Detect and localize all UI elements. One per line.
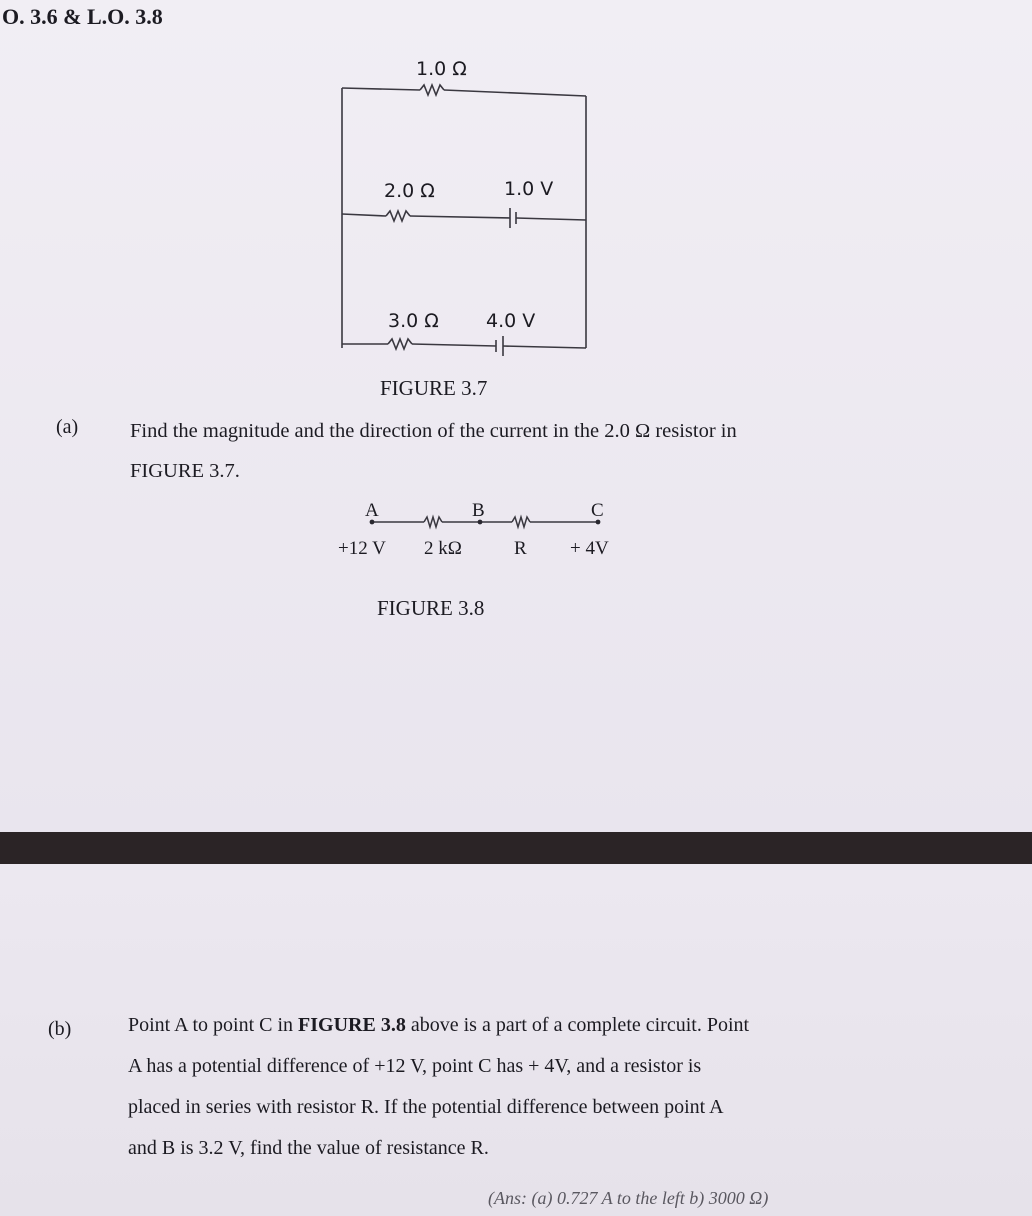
point-c-label: C [591, 500, 604, 521]
point-b-label: B [472, 500, 485, 521]
resistor-2ohm-label: 2.0 Ω [384, 180, 435, 202]
header-code: O. 3.6 & L.O. 3.8 [2, 4, 163, 29]
figure-3-7-caption: FIGURE 3.7 [380, 376, 488, 400]
question-b-line4: and B is 3.2 V, find the value of resistance R. [128, 1137, 489, 1159]
question-b-line1 [128, 1014, 749, 1037]
battery-4v-label: 4.0 V [486, 310, 536, 332]
voltage-c-label: + 4V [570, 538, 609, 559]
resistor-1ohm-label: 1.0 Ω [416, 58, 467, 80]
resistor-3ohm-label: 3.0 Ω [388, 310, 439, 332]
question-b-figure-ref: FIGURE 3.8 [298, 1014, 406, 1036]
question-a-line1: Find the magnitude and the direction of the current in the 2.0 Ω resistor in [130, 420, 737, 442]
figure-3-8-caption: FIGURE 3.8 [377, 596, 485, 620]
answer-note: (Ans: (a) 0.727 A to the left b) 3000 Ω) [488, 1188, 769, 1208]
resistor-2kohm-label: 2 kΩ [424, 538, 462, 559]
resistor-r-label: R [514, 538, 527, 559]
question-b-line2: A has a potential difference of +12 V, point C has + 4V, and a resistor is [128, 1055, 702, 1077]
battery-1v-label: 1.0 V [504, 178, 554, 200]
question-b-marker: (b) [48, 1018, 72, 1040]
question-b-line1-post: above is a part of a complete circuit. Point [405, 1014, 750, 1036]
question-a-line2: FIGURE 3.7. [130, 460, 240, 482]
question-b-line1-pre: Point A to point C in [128, 1014, 299, 1036]
voltage-a-label: +12 V [338, 538, 386, 559]
point-a-label: A [365, 500, 379, 521]
question-a-marker: (a) [56, 416, 79, 438]
question-b-line3: placed in series with resistor R. If the potential difference between point A [128, 1096, 724, 1118]
